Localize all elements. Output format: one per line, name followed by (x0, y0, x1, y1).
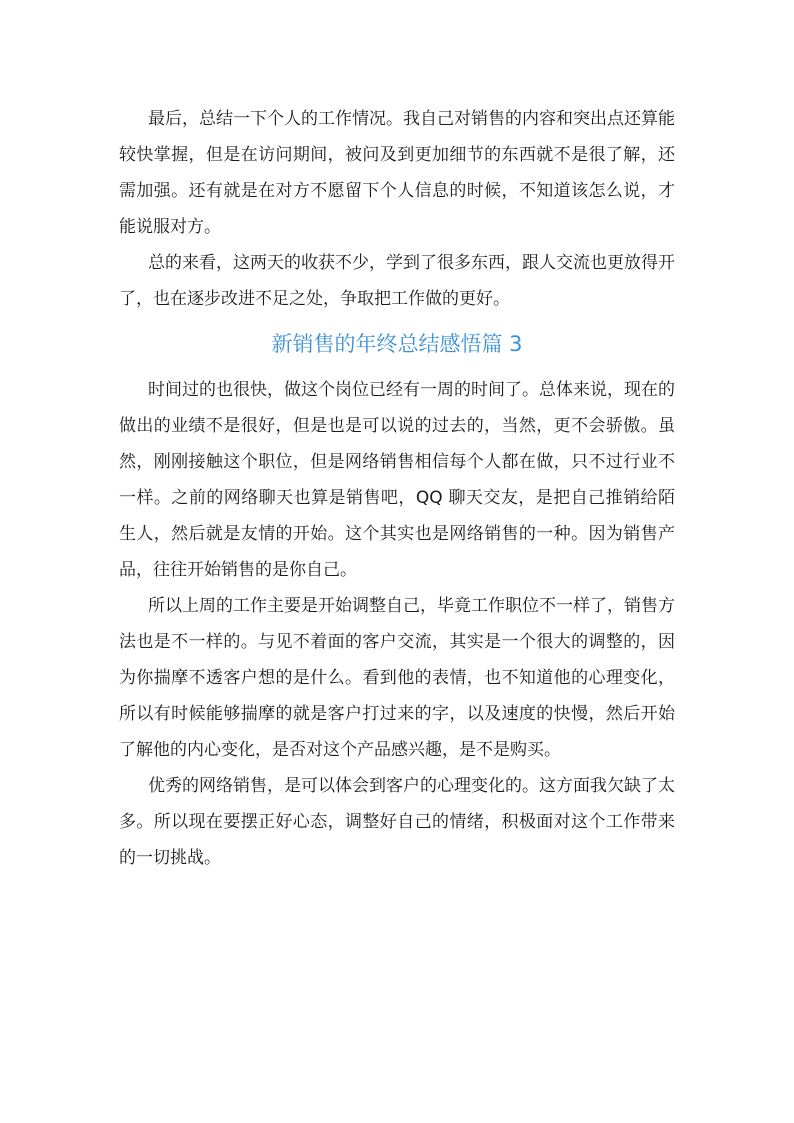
paragraph-time: 时间过的也很快，做这个岗位已经有一周的时间了。总体来说，现在的做出的业绩不是很好，但是也是可以说的过去的，当然，更不会骄傲。虽然，刚刚接触这个职位，但是网络销售相信每个人都在做，只不过行业不一样。之前的网络聊天也算是销售吧，QQ 聊天交友，是把自己推销给陌生人，然后就是友情的开始。这个其实也是网络销售的一种。因为销售产品，往往开始销售的是你自己。 (119, 380, 675, 580)
paragraph-summary: 最后，总结一下个人的工作情况。我自己对销售的内容和突出点还算能较快掌握，但是在访问期间，被问及到更加细节的东西就不是很了解，还需加强。还有就是在对方不愿留下个人信息的时候，不知道该怎么说，才能说服对方。 (119, 109, 675, 237)
paragraph-excellent: 优秀的网络销售，是可以体会到客户的心理变化的。这方面我欠缺了太多。所以现在要摆正好心态，调整好自己的情绪，积极面对这个工作带来的一切挑战。 (119, 776, 675, 868)
paragraph-adjust: 所以上周的工作主要是开始调整自己，毕竟工作职位不一样了，销售方法也是不一样的。与见不着面的客户交流，其实是一个很大的调整的，因为你揣摩不透客户想的是什么。看到他的表情，也不知道他的心理变化，所以有时候能够揣摩的就是客户打过来的字，以及速度的快慢，然后开始了解他的内心变化，是否对这个产品感兴趣，是不是购买。 (119, 596, 675, 760)
paragraph-overall: 总的来看，这两天的收获不少，学到了很多东西，跟人交流也更放得开了，也在逐步改进不足之处，争取把工作做的更好。 (119, 253, 675, 309)
section-heading: 新销售的年终总结感悟篇 3 (271, 332, 523, 356)
document-page (119, 101, 675, 876)
